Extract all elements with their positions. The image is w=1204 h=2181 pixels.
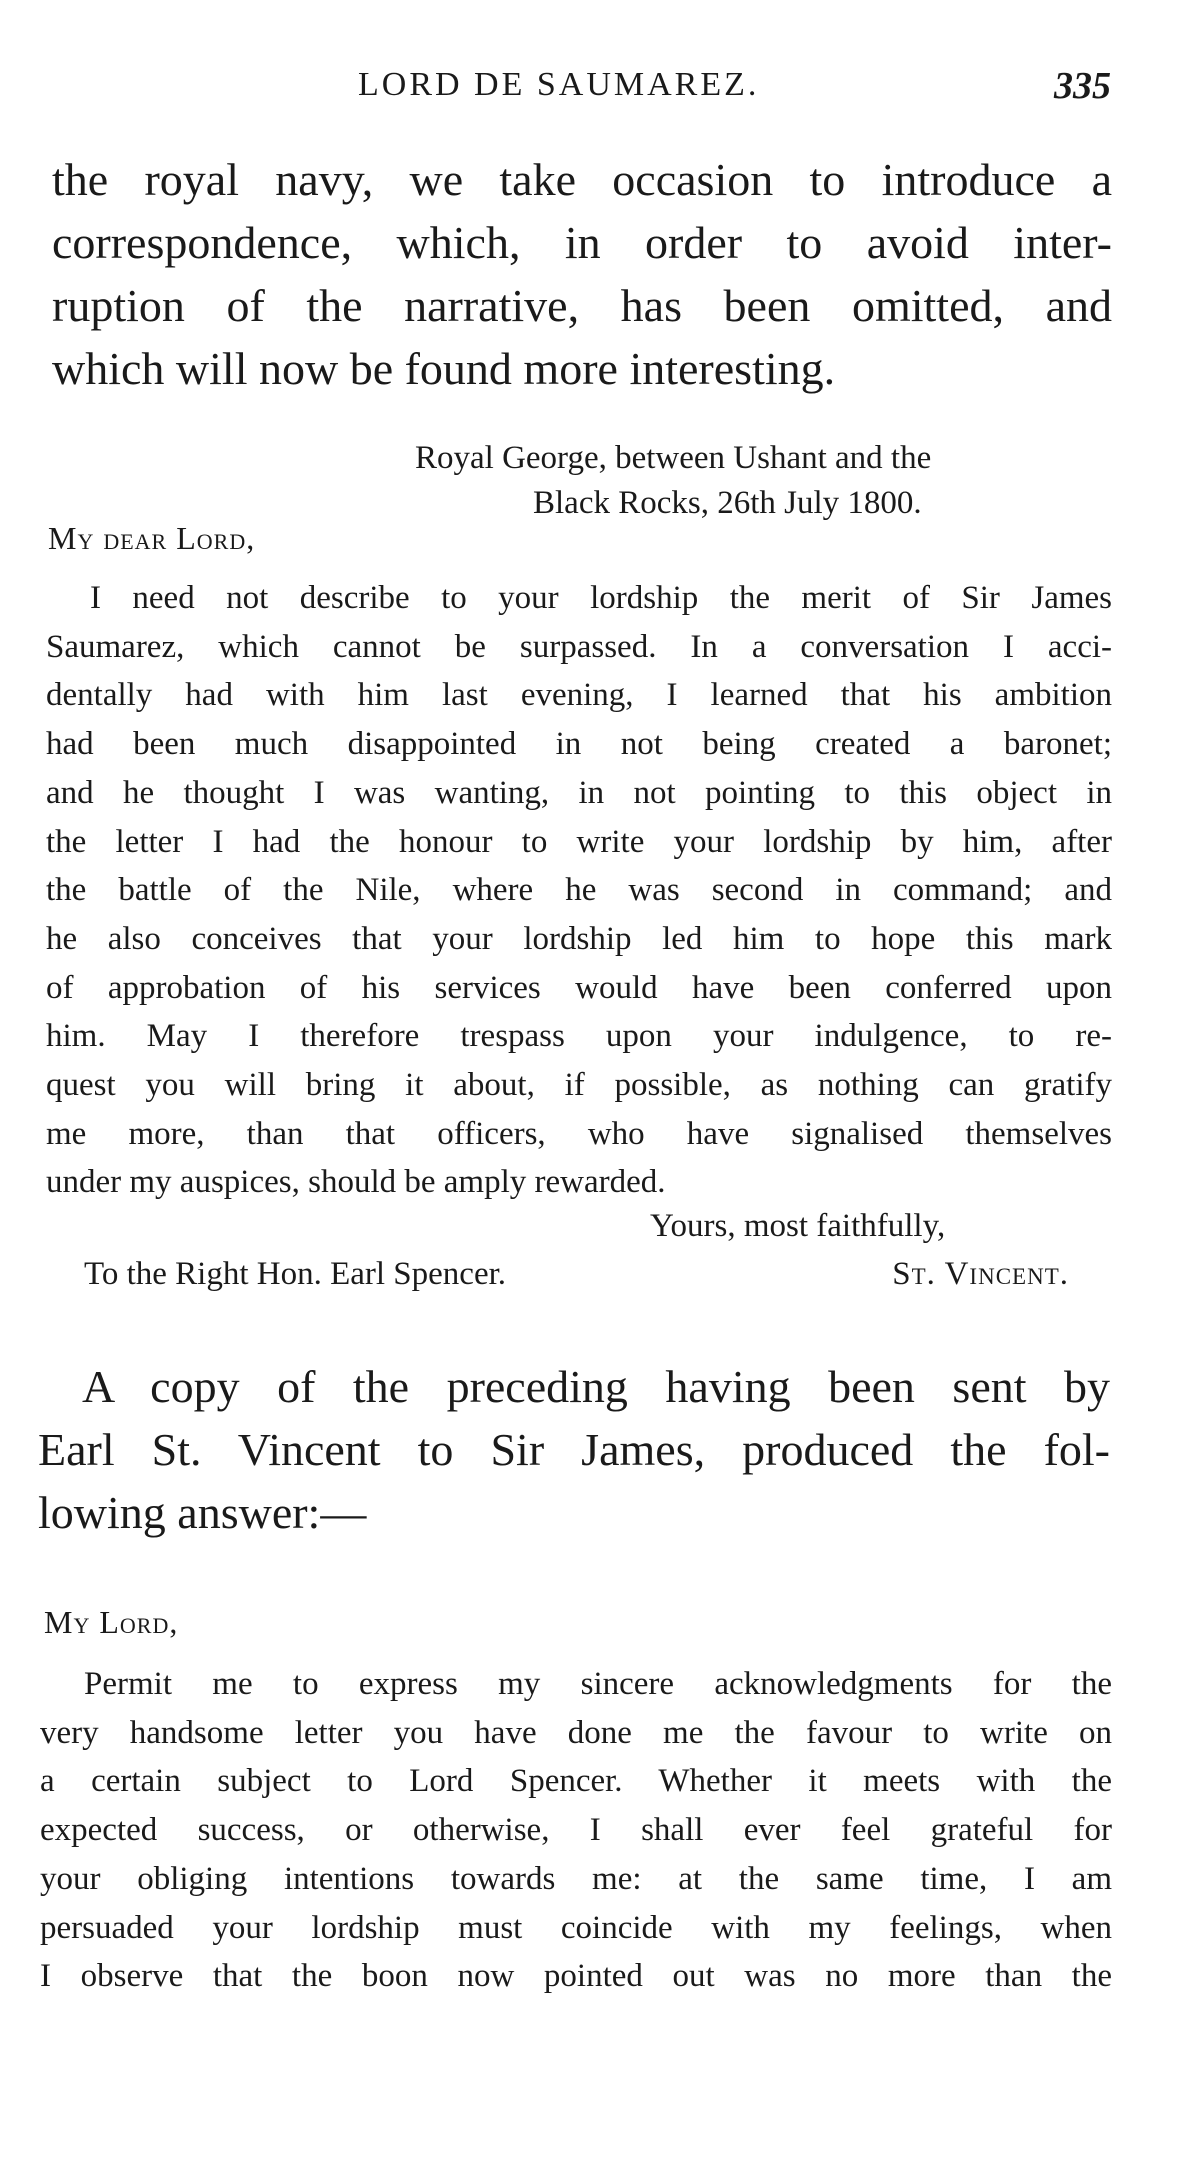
- transition-paragraph: [38, 1355, 1110, 1544]
- letter-two-line: I observe that the boon now pointed out was no more than the: [40, 1958, 1112, 1995]
- letter-one-line: had been much disappointed in not being created a baronet;: [46, 726, 1112, 763]
- intro-line: ruption of the narrative, has been omitted, and: [52, 280, 1112, 331]
- letter-two-line: expected success, or otherwise, I shall ever feel grateful for: [40, 1812, 1112, 1849]
- letter-one-line: Saumarez, which cannot be surpassed. In a conversation I acci-: [46, 628, 1112, 665]
- transition-line: Earl St. Vincent to Sir James, produced the fol-: [38, 1424, 1110, 1475]
- letter-one-line: under my auspices, should be amply rewarded.: [46, 1164, 666, 1201]
- letter-one-addressee: To the Right Hon. Earl Spencer.: [84, 1256, 507, 1292]
- letter-two-line: Permit me to express my sincere acknowledgments for the: [84, 1666, 1112, 1702]
- transition-line: A copy of the preceding having been sent by: [82, 1361, 1110, 1412]
- letter-one-line: the battle of the Nile, where he was second in command; and: [46, 872, 1112, 909]
- page-number: 335: [1054, 65, 1111, 107]
- letter-one-line: dentally had with him last evening, I learned that his ambition: [46, 677, 1112, 714]
- intro-line: which will now be found more interesting.: [52, 343, 836, 394]
- letter-one-line: he also conceives that your lordship led him to hope this mark: [46, 920, 1112, 957]
- running-head: [0, 66, 1204, 116]
- letter-one-line: and he thought I was wanting, in not pointing to this object in: [46, 774, 1112, 811]
- letter-one-line: of approbation of his services would have been conferred upon: [46, 969, 1112, 1006]
- letter-one-body: [46, 574, 1112, 1207]
- letter-one-dateline-1: Royal George, between Ushant and the: [415, 440, 932, 476]
- intro-line: the royal navy, we take occasion to introduce a: [52, 154, 1112, 205]
- letter-one-line: the letter I had the honour to write your lordship by him, after: [46, 823, 1112, 860]
- letter-one-line: me more, than that officers, who have signalised themselves: [46, 1115, 1112, 1152]
- letter-two-line: very handsome letter you have done me the favour to write on: [40, 1714, 1112, 1751]
- letter-one-line: I need not describe to your lordship the merit of Sir James: [90, 580, 1112, 616]
- letter-two-line: a certain subject to Lord Spencer. Whether it meets with the: [40, 1763, 1112, 1800]
- intro-line: correspondence, which, in order to avoid inter-: [52, 217, 1112, 268]
- letter-one-line: quest you will bring it about, if possible, as nothing can gratify: [46, 1067, 1112, 1104]
- letter-one-line: him. May I therefore trespass upon your indulgence, to re-: [46, 1018, 1112, 1055]
- letter-two-salutation: My Lord,: [44, 1604, 179, 1640]
- letter-one-dateline-2: Black Rocks, 26th July 1800.: [533, 485, 922, 521]
- letter-two-line: persuaded your lordship must coincide with my feelings, when: [40, 1909, 1112, 1946]
- letter-one-salutation: My dear Lord,: [48, 520, 256, 556]
- letter-one-signature: St. Vincent.: [892, 1256, 1069, 1292]
- letter-two-line: your obliging intentions towards me: at the same time, I am: [40, 1860, 1112, 1897]
- running-title: LORD DE SAUMAREZ.: [358, 66, 760, 103]
- letter-one-closing: Yours, most faithfully,: [650, 1208, 946, 1244]
- letter-two-body: [40, 1660, 1112, 2001]
- intro-paragraph: [52, 148, 1112, 400]
- transition-line: lowing answer:—: [38, 1487, 367, 1538]
